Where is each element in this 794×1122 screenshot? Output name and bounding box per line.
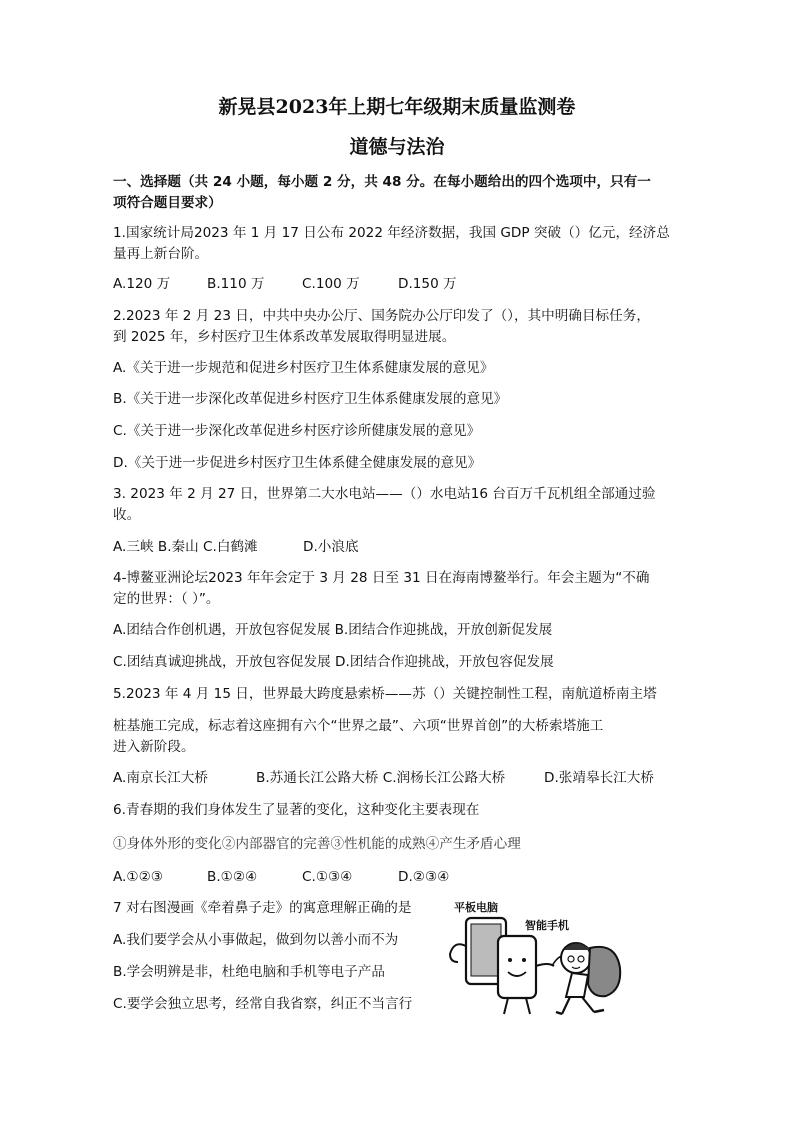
smartphone-icon bbox=[498, 936, 554, 1014]
q2-option-b: B.《关于进一步深化改革促进乡村医疗卫生体系健康发展的意见》 bbox=[113, 391, 508, 407]
cartoon-label-tablet: 平板电脑 bbox=[454, 901, 498, 914]
q6-statements: ①身体外形的变化②内部器官的完善③性机能的成熟④产生矛盾心理 bbox=[113, 836, 521, 852]
exam-title: 新晃县2023年上期七年级期末质量监测卷 bbox=[218, 96, 576, 118]
q6-option-c: C.①③④ bbox=[302, 869, 353, 885]
q3-option-abc: A.三峡 B.秦山 C.白鹤滩 bbox=[113, 539, 258, 555]
q1-option-c: C.100 万 bbox=[302, 276, 360, 292]
section-heading-line2: 项符合题目要求） bbox=[113, 195, 222, 211]
q4-stem-line2: 定的世界：（ ）”。 bbox=[113, 591, 220, 607]
q1-stem-line2: 量再上新台阶。 bbox=[113, 246, 209, 262]
q4-options-ab: A.团结合作创机遇，开放包容促发展 B.团结合作迎挑战，开放创新促发展 bbox=[113, 622, 553, 638]
q5-option-bc: B.苏通长江公路大桥 C.润杨长江公路大桥 bbox=[256, 770, 506, 786]
q5-stem-line3: 进入新阶段。 bbox=[113, 739, 195, 755]
q3-stem-line2: 收。 bbox=[113, 507, 141, 523]
cartoon-label-phone: 智能手机 bbox=[525, 919, 569, 932]
boy-figure-icon bbox=[556, 943, 620, 1014]
section-heading-line1: 一、选择题（共 24 小题，每小题 2 分，共 48 分。在每小题给出的四个选项中，只有一 bbox=[113, 174, 651, 190]
q1-option-a: A.120 万 bbox=[113, 276, 171, 292]
q4-stem-line1: 4-博鳌亚洲论坛2023 年年会定于 3 月 28 日至 31 日在海南博鳌举行。年会主题为“不确 bbox=[113, 570, 650, 586]
q1-stem-line1: 1.国家统计局2023 年 1 月 17 日公布 2022 年经济数据，我国 GDP 突破（）亿元，经济总 bbox=[113, 225, 670, 241]
q1-option-d: D.150 万 bbox=[398, 276, 457, 292]
q4-options-cd: C.团结真诚迎挑战，开放包容促发展 D.团结合作迎挑战，开放包容促发展 bbox=[113, 654, 554, 670]
q1-option-b: B.110 万 bbox=[207, 276, 265, 292]
q7-option-c: C.要学会独立思考，经常自我省察，纠正不当言行 bbox=[113, 996, 413, 1012]
cartoon-illustration bbox=[440, 896, 640, 1021]
q3-stem-line1: 3. 2023 年 2 月 27 日，世界第二大水电站——（）水电站16 台百万千瓦机组全部通过验 bbox=[113, 486, 656, 502]
q6-option-b: B.①②④ bbox=[207, 869, 258, 885]
q5-stem-line1: 5.2023 年 4 月 15 日，世界最大跨度悬索桥——苏（）关键控制性工程，南航道桥南主塔 bbox=[113, 686, 657, 702]
subject-title: 道德与法治 bbox=[349, 136, 445, 158]
q2-stem-line2: 到 2025 年，乡村医疗卫生体系改革发展取得明显进展。 bbox=[113, 329, 456, 345]
q6-option-a: A.①②③ bbox=[113, 869, 163, 885]
q2-option-d: D.《关于进一步促进乡村医疗卫生体系健全健康发展的意见》 bbox=[113, 455, 482, 471]
q3-option-d: D.小浪底 bbox=[303, 539, 359, 555]
q7-option-a: A.我们要学会从小事做起，做到勿以善小而不为 bbox=[113, 932, 399, 948]
q5-stem-line2: 桩基施工完成，标志着这座拥有六个“世界之最”、六项“世界首创”的大桥索塔施工 bbox=[113, 718, 604, 734]
q6-stem-line1: 6.青春期的我们身体发生了显著的变化，这种变化主要表现在 bbox=[113, 802, 480, 818]
q6-option-d: D.②③④ bbox=[398, 869, 450, 885]
q2-option-c: C.《关于进一步深化改革促进乡村医疗诊所健康发展的意见》 bbox=[113, 423, 481, 439]
q5-option-a: A.南京长江大桥 bbox=[113, 770, 208, 786]
q7-option-b: B.学会明辨是非，杜绝电脑和手机等电子产品 bbox=[113, 964, 385, 980]
q7-stem: 7 对右图漫画《牵着鼻子走》的寓意理解正确的是 bbox=[113, 900, 412, 916]
q2-option-a: A.《关于进一步规范和促进乡村医疗卫生体系健康发展的意见》 bbox=[113, 360, 494, 376]
q5-option-d: D.张靖皋长江大桥 bbox=[544, 770, 654, 786]
q2-stem-line1: 2.2023 年 2 月 23 日，中共中央办公厅、国务院办公厅印发了（），其中明确目标任务， bbox=[113, 308, 650, 324]
